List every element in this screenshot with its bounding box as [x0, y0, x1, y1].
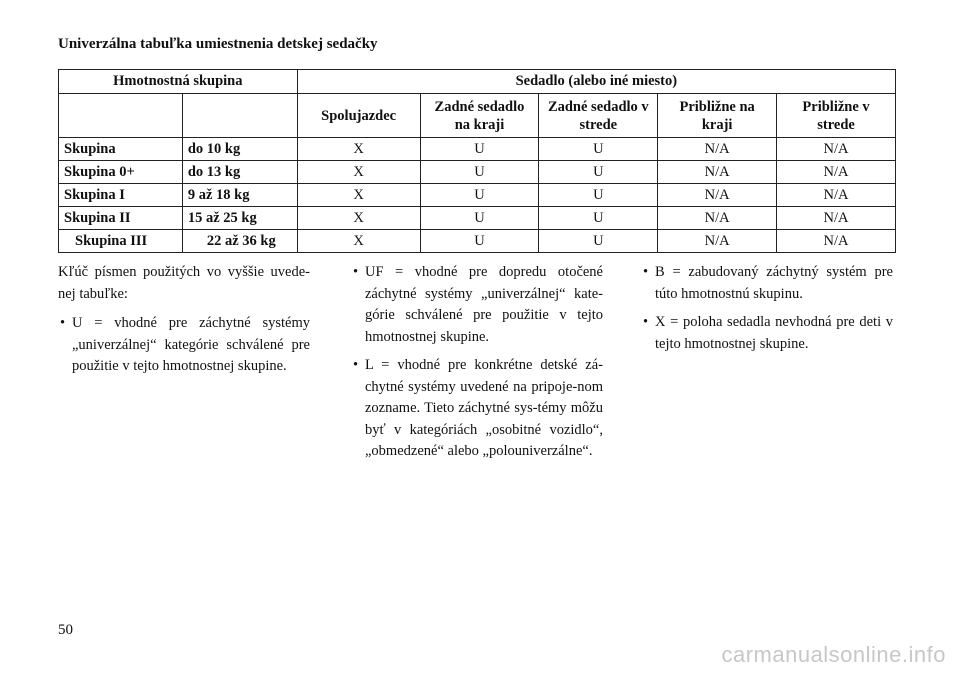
bullet-icon: • — [643, 314, 649, 330]
page-number: 50 — [58, 622, 73, 638]
subheader-empty — [59, 94, 183, 138]
value-cell: N/A — [777, 230, 896, 253]
weight-cell: do 13 kg — [182, 161, 297, 184]
value-cell: N/A — [658, 207, 777, 230]
legend-item-uf — [351, 262, 603, 348]
weight-cell: 22 až 36 kg — [182, 230, 297, 253]
weight-cell: do 10 kg — [182, 138, 297, 161]
watermark: carmanualsonline.info — [721, 642, 946, 667]
value-cell: X — [297, 138, 420, 161]
value-cell: X — [297, 230, 420, 253]
table-row — [59, 207, 896, 230]
value-cell: N/A — [777, 138, 896, 161]
value-cell: N/A — [658, 184, 777, 207]
table-subheader-row — [59, 94, 896, 138]
bullet-icon: • — [643, 264, 649, 280]
value-cell: N/A — [658, 230, 777, 253]
legend-item-x — [641, 312, 893, 355]
value-cell: N/A — [777, 207, 896, 230]
legend-text: L = vhodné pre konkrétne detské zá-chytné systémy uvedené na pripoje-nom zozname. Tieto záchytné sys-témy môžu byť v kategóriách „osobitné vozidlo“, „obmedzené“ alebo „polouniverzálne“. — [365, 357, 603, 459]
value-cell: U — [420, 207, 539, 230]
value-cell: U — [420, 230, 539, 253]
value-cell: N/A — [777, 184, 896, 207]
table-row — [59, 138, 896, 161]
bullet-icon: • — [353, 357, 359, 373]
table-row — [59, 184, 896, 207]
legend-item-b — [641, 262, 893, 305]
value-cell: N/A — [777, 161, 896, 184]
value-cell: U — [539, 161, 658, 184]
column-header: Približne na kraji — [658, 94, 777, 138]
value-cell: U — [539, 207, 658, 230]
value-cell: N/A — [658, 138, 777, 161]
group-cell: Skupina 0+ — [59, 161, 183, 184]
group-cell: Skupina I — [59, 184, 183, 207]
legend-text: UF = vhodné pre dopredu otočené záchytné systémy „univerzálnej“ kate-górie schválené pre použitie v tejto hmotnostnej skupine. — [365, 264, 603, 345]
column-header: Približne v strede — [777, 94, 896, 138]
table-header-row — [59, 70, 896, 94]
legend-column-middle — [351, 262, 603, 470]
group-cell: Skupina II — [59, 207, 183, 230]
table-row — [59, 161, 896, 184]
value-cell: U — [539, 230, 658, 253]
legend-text: U = vhodné pre záchytné systémy „univerzálnej“ kategórie schválené pre použitie v tejto hmotnostnej skupine. — [72, 315, 310, 374]
legend-item-l — [351, 355, 603, 463]
header-weight-group: Hmotnostná skupina — [59, 70, 298, 94]
value-cell: X — [297, 161, 420, 184]
legend-column-left — [58, 262, 310, 385]
bullet-icon: • — [353, 264, 359, 280]
weight-cell: 15 až 25 kg — [182, 207, 297, 230]
value-cell: X — [297, 207, 420, 230]
weight-cell: 9 až 18 kg — [182, 184, 297, 207]
group-cell: Skupina — [59, 138, 183, 161]
legend-text: B = zabudovaný záchytný systém pre túto hmotnostnú skupinu. — [655, 264, 893, 302]
value-cell: U — [420, 138, 539, 161]
legend-column-right — [641, 262, 893, 362]
table-row — [59, 230, 896, 253]
header-seat-position: Sedadlo (alebo iné miesto) — [297, 70, 895, 94]
value-cell: U — [420, 184, 539, 207]
column-header: Zadné sedadlo v strede — [539, 94, 658, 138]
value-cell: X — [297, 184, 420, 207]
subheader-empty — [182, 94, 297, 138]
page-title: Univerzálna tabuľka umiestnenia detskej sedačky — [58, 36, 378, 52]
legend-item-u — [58, 313, 310, 378]
group-cell: Skupina III — [59, 230, 183, 253]
legend-intro: Kľúč písmen použitých vo vyššie uvede-nej tabuľke: — [58, 264, 310, 302]
bullet-icon: • — [60, 315, 66, 331]
legend-text: X = poloha sedadla nevhodná pre deti v tejto hmotnostnej skupine. — [655, 314, 893, 352]
value-cell: U — [539, 138, 658, 161]
value-cell: U — [539, 184, 658, 207]
seat-suitability-table — [58, 69, 896, 253]
column-header: Spolujazdec — [297, 94, 420, 138]
column-header: Zadné sedadlo na kraji — [420, 94, 539, 138]
value-cell: U — [420, 161, 539, 184]
value-cell: N/A — [658, 161, 777, 184]
